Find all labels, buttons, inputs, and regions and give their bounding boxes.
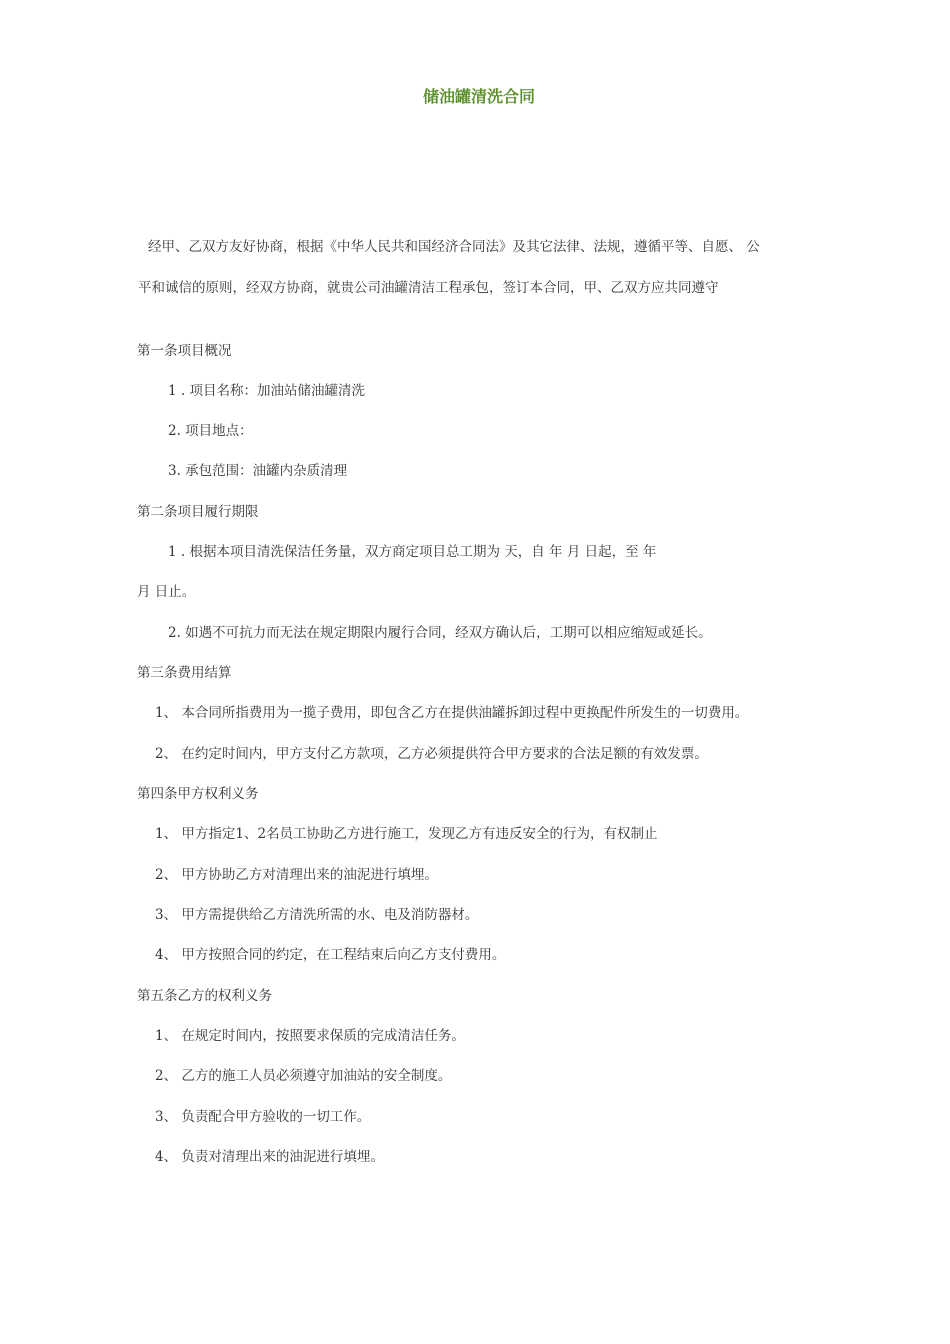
article-4-item-1: 1、 甲方指定1、2名员工协助乙方进行施工，发现乙方有违反安全的行为，有权制止 bbox=[155, 826, 658, 842]
article-3-heading: 第三条费用结算 bbox=[137, 665, 232, 681]
article-1-heading: 第一条项目概况 bbox=[137, 343, 232, 359]
article-4-item-3: 3、 甲方需提供给乙方清洗所需的水、电及消防器材。 bbox=[155, 907, 479, 923]
article-5-item-1: 1、 在规定时间内，按照要求保质的完成清洁任务。 bbox=[155, 1028, 465, 1044]
intro-line-1: 经甲、乙双方友好协商，根据《中华人民共和国经济合同法》及其它法律、法规，遵循平等、自愿、 公 bbox=[148, 239, 760, 255]
article-4-item-4: 4、 甲方按照合同的约定，在工程结束后向乙方支付费用。 bbox=[155, 947, 506, 963]
article-2-item-1-line-2: 月 日止。 bbox=[137, 584, 196, 600]
intro-line-2: 平和诚信的原则，经双方协商，就贵公司油罐清洁工程承包，签订本合同，甲、乙双方应共同遵守 bbox=[138, 280, 719, 296]
article-1-item-3: 3. 承包范围：油罐内杂质清理 bbox=[168, 463, 348, 479]
article-5-heading: 第五条乙方的权利义务 bbox=[137, 988, 272, 1004]
article-1-item-2: 2. 项目地点： bbox=[168, 423, 253, 439]
article-5-item-4: 4、 负责对清理出来的油泥进行填埋。 bbox=[155, 1149, 384, 1165]
article-2-item-1-line-1: 1 . 根据本项目清洗保洁任务量，双方商定项目总工期为 天，自 年 月 日起，至 年 bbox=[168, 544, 657, 560]
article-3-item-2: 2、 在约定时间内，甲方支付乙方款项，乙方必须提供符合甲方要求的合法足额的有效发票。 bbox=[155, 746, 708, 762]
article-4-item-2: 2、 甲方协助乙方对清理出来的油泥进行填埋。 bbox=[155, 867, 438, 883]
article-5-item-2: 2、 乙方的施工人员必须遵守加油站的安全制度。 bbox=[155, 1068, 452, 1084]
article-4-heading: 第四条甲方权利义务 bbox=[137, 786, 259, 802]
article-2-heading: 第二条项目履行期限 bbox=[137, 504, 259, 520]
document-title: 储油罐清洗合同 bbox=[422, 87, 535, 106]
article-1-item-1: 1 . 项目名称：加油站储油罐清洗 bbox=[168, 383, 365, 399]
article-2-item-2: 2. 如遇不可抗力而无法在规定期限内履行合同，经双方确认后，工期可以相应缩短或延长。 bbox=[168, 625, 712, 641]
article-5-item-3: 3、 负责配合甲方验收的一切工作。 bbox=[155, 1109, 371, 1125]
article-3-item-1: 1、 本合同所指费用为一揽子费用，即包含乙方在提供油罐拆卸过程中更换配件所发生的一切费用。 bbox=[155, 705, 749, 721]
